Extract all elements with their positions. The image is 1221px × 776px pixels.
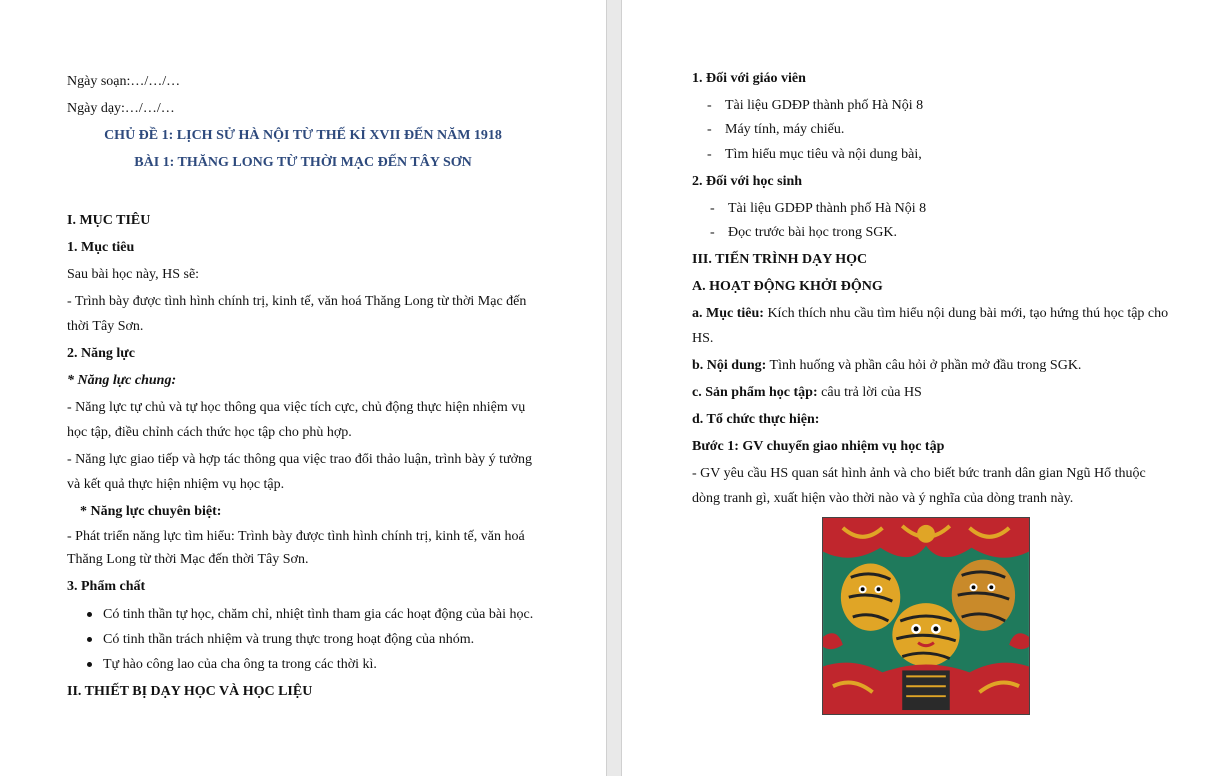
text-san-pham: câu trả lời của HS	[817, 385, 922, 400]
paragraph: - Phát triển năng lực tìm hiểu: Trình bày được tình hình chính trị, kinh tế, văn hoá	[67, 529, 525, 544]
text-muc-tieu: Kích thích nhu cầu tìm hiểu nội dung bài mới, tạo hứng thú học tập cho	[763, 306, 1169, 321]
paragraph: - Năng lực tự chủ và tự học thông qua việc tích cực, chủ động thực hiện nhiệm vụ	[67, 400, 526, 415]
label-muc-tieu: a. Mục tiêu:	[692, 306, 764, 321]
label-noi-dung: b. Nội dung:	[692, 358, 767, 373]
topic-title: CHỦ ĐỀ 1: LỊCH SỬ HÀ NỘI TỪ THẾ KỈ XVII ĐẾN NĂM 1918	[104, 128, 502, 143]
list-item: Có tinh thần tự học, chăm chỉ, nhiệt tình tham gia các hoạt động của bài học.	[103, 607, 534, 622]
document-page-left	[0, 0, 606, 776]
paragraph-noi-dung	[692, 357, 1081, 375]
paragraph: Thăng Long từ thời Mạc đến thời Tây Sơn.	[67, 552, 309, 567]
subheading-nang-luc: 2. Năng lực	[67, 346, 135, 361]
list-item: - Tài liệu GDĐP thành phố Hà Nội 8	[725, 97, 923, 115]
list-item: Tự hào công lao của cha ông ta trong các thời kì.	[103, 657, 377, 672]
text-noi-dung: Tình huống và phần câu hỏi ở phần mở đầu trong SGK.	[766, 358, 1082, 373]
lesson-title: BÀI 1: THĂNG LONG TỪ THỜI MẠC ĐẾN TÂY SƠN	[134, 155, 472, 170]
paragraph: - Trình bày được tình hình chính trị, kinh tế, văn hoá Thăng Long từ thời Mạc đến	[67, 294, 527, 309]
subheading-nang-luc-chuyen-biet: * Năng lực chuyên biệt:	[80, 504, 222, 519]
paragraph: thời Tây Sơn.	[67, 319, 144, 334]
paragraph-san-pham	[692, 384, 922, 402]
paragraph: dòng tranh gì, xuất hiện vào thời nào và ý nghĩa của dòng tranh này.	[692, 491, 1074, 506]
paragraph: Sau bài học này, HS sẽ:	[67, 267, 200, 282]
paragraph: học tập, điều chỉnh cách thức học tập cho phù hợp.	[67, 425, 352, 440]
list-item: - Đọc trước bài học trong SGK.	[728, 224, 897, 242]
document-page-right	[622, 0, 1221, 776]
ngay-soan: Ngày soạn:…/…/…	[67, 74, 181, 89]
list-item: Có tinh thần trách nhiệm và trung thực trong hoạt động của nhóm.	[103, 632, 475, 647]
list-item: - Tài liệu GDĐP thành phố Hà Nội 8	[728, 200, 926, 218]
subheading-giao-vien: 1. Đối với giáo viên	[692, 71, 806, 86]
section-heading-thiet-bi: II. THIẾT BỊ DẠY HỌC VÀ HỌC LIỆU	[67, 684, 313, 699]
list-item: - Tìm hiểu mục tiêu và nội dung bài,	[725, 146, 922, 164]
paragraph: HS.	[692, 331, 714, 346]
section-heading-muc-tieu: I. MỤC TIÊU	[67, 213, 151, 228]
list-item: - Máy tính, máy chiếu.	[725, 121, 844, 139]
subheading-buoc-1: Bước 1: GV chuyển giao nhiệm vụ học tập	[692, 439, 945, 454]
subheading-khoi-dong: A. HOẠT ĐỘNG KHỞI ĐỘNG	[692, 279, 883, 294]
subheading-muc-tieu: 1. Mục tiêu	[67, 240, 135, 255]
paragraph: - Năng lực giao tiếp và hợp tác thông qua việc trao đổi thảo luận, trình bày ý tưởng	[67, 452, 533, 467]
label-san-pham: c. Sản phẩm học tập:	[692, 385, 818, 400]
subheading-hoc-sinh: 2. Đối với học sinh	[692, 174, 803, 189]
ngay-day: Ngày dạy:…/…/…	[67, 101, 175, 116]
paragraph: và kết quả thực hiện nhiệm vụ học tập.	[67, 477, 285, 492]
paragraph-muc-tieu	[692, 305, 1168, 323]
ngu-ho-painting-image	[822, 517, 1030, 715]
subheading-pham-chat: 3. Phẩm chất	[67, 579, 146, 594]
paragraph: - GV yêu cầu HS quan sát hình ảnh và cho biết bức tranh dân gian Ngũ Hổ thuộc	[692, 466, 1146, 481]
subheading-to-chuc: d. Tổ chức thực hiện:	[692, 412, 820, 427]
page-gutter	[606, 0, 622, 776]
subheading-nang-luc-chung: * Năng lực chung:	[67, 373, 177, 388]
section-heading-tien-trinh: III. TIẾN TRÌNH DẠY HỌC	[692, 252, 868, 267]
